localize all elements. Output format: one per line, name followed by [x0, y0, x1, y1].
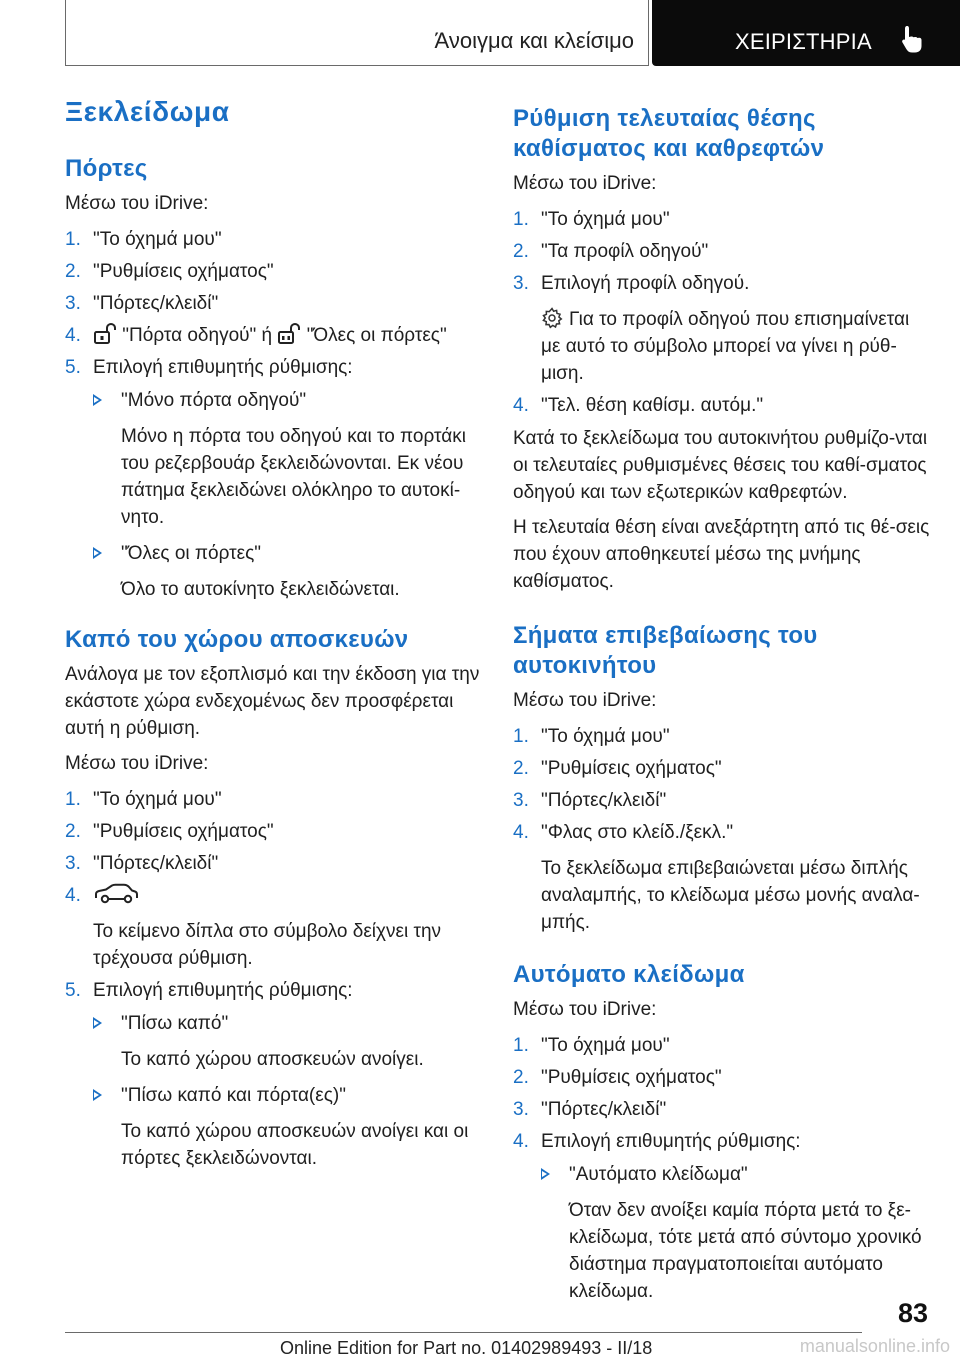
triangle-bullet-icon — [93, 1017, 102, 1029]
list-item: 5. Επιλογή επιθυμητής ρύθμισης: "Μόνο πόρτα οδηγού" Μόνο η πόρτα του οδηγού και το πορτάκι του ρεζερβουάρ ξεκλειδώνονται. Εκ νέου πάτημα ξεκλειδώνει ολόκληρο το αυτοκί-νητο. "Όλες οι πόρτες" Όλο το αυτοκίνητο ξεκλειδώνεται. — [65, 354, 485, 603]
watermark: manualsonline.info — [799, 1336, 950, 1356]
seat-steps — [513, 206, 933, 419]
list-item: 1. "Το όχημά μου" — [65, 789, 222, 810]
trunk-options — [93, 1010, 485, 1172]
list-item: 4. "Τελ. θέση καθίσμ. αυτόμ." — [513, 395, 764, 416]
header-manual-title: ΧΕΙΡΙΣΤΗΡΙΑ — [735, 29, 872, 54]
triangle-bullet-icon — [93, 394, 102, 406]
page-number: 83 — [897, 1298, 928, 1328]
list-item: 2. "Ρυθμίσεις οχήματος" — [513, 758, 722, 779]
doors-steps — [65, 226, 485, 603]
footer-divider — [65, 1332, 862, 1333]
seat-via: Μέσω του iDrive: — [513, 173, 657, 194]
doors-via: Μέσω του iDrive: — [65, 193, 209, 214]
header-section-title: Άνοιγμα και κλείσιμο — [434, 28, 634, 53]
trunk-intro: Ανάλογα με τον εξοπλισμό και την έκδοση για την εκάστοτε χώρα ενδεχομένως δεν προσφέρεται αυτή η ρύθμιση. — [65, 664, 480, 739]
hand-pointer-icon — [900, 24, 926, 54]
signals-via: Μέσω του iDrive: — [513, 690, 657, 711]
signals-heading: Σήματα επιβεβαίωσης του αυτοκινήτου — [513, 622, 818, 679]
unlock-title: Ξεκλείδωμα — [65, 96, 230, 127]
list-item: 3. "Πόρτες/κλειδί" — [513, 1099, 667, 1120]
triangle-bullet-icon — [93, 547, 102, 559]
list-item: 3. "Πόρτες/κλειδί" — [513, 790, 667, 811]
left-column — [65, 96, 485, 1181]
list-item: 3. Επιλογή προφίλ οδηγού. Για το προφίλ οδηγού που επισημαίνεται με αυτό το σύμβολο μπορεί να γίνει η ρύθ-μιση. — [513, 273, 910, 384]
auto-lock-heading: Αυτόματο κλείδωμα — [513, 961, 745, 988]
triangle-bullet-icon — [93, 1089, 102, 1101]
list-item: 3. "Πόρτες/κλειδί" — [65, 853, 219, 874]
doors-options — [93, 387, 485, 603]
trunk-heading: Καπό του χώρου αποσκευών — [65, 626, 409, 653]
auto-lock-options — [541, 1161, 933, 1305]
list-item: 4. Επιλογή επιθυμητής ρύθμισης: "Αυτόματο κλείδωμα" Όταν δεν ανοίξει καμία πόρτα μετά το ξε-κλείδωμα, τότε μετά από σύντομο χρονικό διάστημα πραγματοποιείται αυτόματο κλείδωμα. — [513, 1128, 933, 1305]
option-item: "Αυτόματο κλείδωμα" Όταν δεν ανοίξει καμία πόρτα μετά το ξε-κλείδωμα, τότε μετά από σύντομο χρονικό διάστημα πραγματοποιείται αυτόματο κλείδωμα. — [541, 1161, 933, 1305]
footer-edition: Online Edition for Part no. 01402989493 - II/18 — [280, 1338, 653, 1358]
list-item: 1. "Το όχημά μου" — [513, 209, 670, 230]
option-item: "Πίσω καπό" Το καπό χώρου αποσκευών ανοίγει. — [93, 1010, 485, 1073]
option-item: "Μόνο πόρτα οδηγού" Μόνο η πόρτα του οδηγού και το πορτάκι του ρεζερβουάρ ξεκλειδώνονται. Εκ νέου πάτημα ξεκλειδώνει ολόκληρο το αυτοκί-νητο. — [93, 387, 485, 531]
list-item: 4. Το κείμενο δίπλα στο σύμβολο δείχνει την τρέχουσα ρύθμιση. — [65, 885, 442, 969]
gear-icon — [541, 307, 563, 329]
seat-paragraph-2: Η τελευταία θέση είναι ανεξάρτητη από τις θέ-σεις που έχουν αποθηκευτεί μέσω της μνήμης καθίσματος. — [513, 517, 930, 592]
list-item: 2. "Ρυθμίσεις οχήματος" — [513, 1067, 722, 1088]
list-item: 1. "Το όχημά μου" — [65, 229, 222, 250]
list-item: 1. "Το όχημά μου" — [513, 726, 670, 747]
car-outline-icon — [93, 883, 139, 905]
list-item: 2. "Τα προφίλ οδηγού" — [513, 241, 709, 262]
auto-lock-via: Μέσω του iDrive: — [513, 999, 657, 1020]
right-column — [513, 104, 933, 1314]
option-item: "Πίσω καπό και πόρτα(ες)" Το καπό χώρου αποσκευών ανοίγει και οι πόρτες ξεκλειδώνονται. — [93, 1082, 485, 1172]
list-item: 3. "Πόρτες/κλειδί" — [65, 293, 219, 314]
header-manual-box — [652, 0, 960, 66]
auto-lock-steps — [513, 1032, 933, 1305]
list-item: 2. "Ρυθμίσεις οχήματος" — [65, 821, 274, 842]
unlock-door-icon — [93, 323, 117, 345]
header-section-box — [65, 0, 649, 66]
list-item: 2. "Ρυθμίσεις οχήματος" — [65, 261, 274, 282]
option-item: "Όλες οι πόρτες" Όλο το αυτοκίνητο ξεκλειδώνεται. — [93, 540, 485, 603]
list-item: 4. "Φλας στο κλείδ./ξεκλ." Το ξεκλείδωμα επιβεβαιώνεται μέσω διπλής αναλαμπής, το κλείδωμα μέσω μονής αναλα-μπής. — [513, 822, 920, 933]
signals-steps — [513, 723, 933, 936]
seat-heading: Ρύθμιση τελευταίας θέσης καθίσματος και καθρεφτών — [513, 105, 825, 162]
seat-paragraph-1: Κατά το ξεκλείδωμα του αυτοκινήτου ρυθμίζο-νται οι τελευταίες ρυθμισμένες θέσεις του καθί-σματος οδηγού και των εξωτερικών καθρεφτών. — [513, 428, 928, 503]
list-item: 5. Επιλογή επιθυμητής ρύθμισης: "Πίσω καπό" Το καπό χώρου αποσκευών ανοίγει. "Πίσω καπό και πόρτα(ες)" Το καπό χώρου αποσκευών ανοίγει και οι πόρτες ξεκλειδώνονται. — [65, 977, 485, 1172]
list-item: 4. "Πόρτα οδηγού" ή "Όλες οι πόρτες" — [65, 325, 447, 346]
unlock-all-icon — [277, 323, 301, 345]
trunk-steps — [65, 786, 485, 1172]
triangle-bullet-icon — [541, 1168, 550, 1180]
list-item: 1. "Το όχημά μου" — [513, 1035, 670, 1056]
doors-heading: Πόρτες — [65, 155, 148, 182]
trunk-via: Μέσω του iDrive: — [65, 753, 209, 774]
